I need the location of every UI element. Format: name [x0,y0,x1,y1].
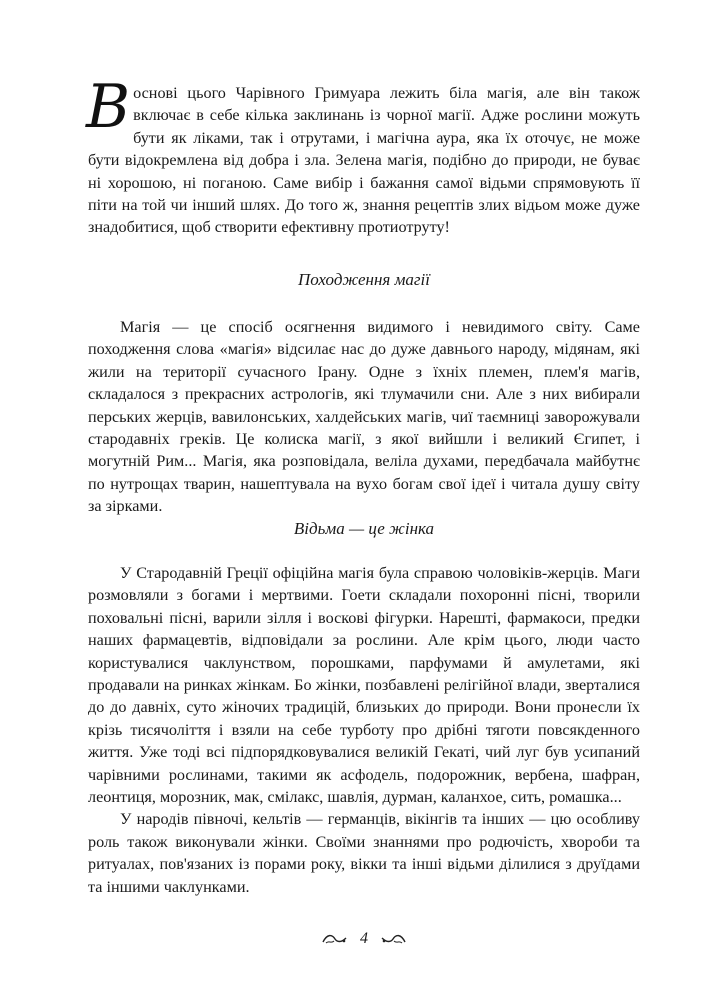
witch-paragraph-1: У Стародавній Греції офіційна магія була справою чоловіків-жерців. Маги розмовляли з богами і мертвими. Гоети складали похоронні пісні, творили поховальні пісні, варили зілля і воскові фігурки. Нарешті, фармакоси, предки наших фармацевтів, відповідали за рослини. Але крім цього, люди часто користувалися чаклунством, порошками, парфумами й амулетами, які продавали на ринках жінкам. Бо жінки, позбавлені релігійної влади, зверталися до до давніх, суто жіночих традицій, близьких до природи. Вони пронесли їх крізь тисячоліття і взяли на себе турботу про дрібні тяготи повсякденного життя. Уже тоді всі підпорядковувалися великій Гекаті, чий луг був усипаний чарівними рослинами, такими як асфодель, подорожник, вербена, шафран, леонтиця, морозник, мак, смілакс, шавлія, дурман, каланхое, сить, ромашка... [88,564,640,807]
intro-paragraph [86,72,640,239]
origin-paragraph: Магія — це спосіб осягнення видимого і невидимого світу. Саме походження слова «магія» відсилає нас до дуже давнього народу, мідянам, які жили на території сучасного Ірану. Одне з їхніх племен, плем'я магів, складалося з прекрасних астрологів, які тлумачили сни. Але з них вибирали перських жерців, вавилонських, халдейських магів, чиї таємниці заворожували стародавніх греків. Це колиска магії, з якої вийшли і великий Єгипет, і могутній Рим... Магія, яка розповідала, веліла духами, передбачала майбутнє по нутрощах тварин, нашептувала на вухо богам свої ідеї і читала душу світу за зірками. [88,318,640,516]
left-flourish-icon [322,932,348,946]
section-heading-witch: Відьма — це жінка [293,519,435,538]
origin-paragraph-block [88,316,640,518]
witch-paragraph-2: У народів півночі, кельтів — германців, вікінгів та інших — цю особливу роль також виконували жінки. Своїми знаннями про родючість, хвороби та ритуалах, пов'язаних із порами року, вікки та інші відьми ділилися з друїдами та іншими чаклунками. [88,810,640,896]
intro-text: основі цього Чарівного Гримуара лежить біла магія, але він також включає в себе кілька заклинань із чорної магії. Адже рослини можуть бути як ліками, так і отрутами, і магічна аура, яка їх оточує, не може бути відокремлена від добра і зла. Зелена магія, подібно до природи, не буває ні хорошою, ні поганою. Саме вибір і бажання самої відьми спрямовують її піти на той чи інший шлях. До того ж, знання рецептів злих відьом може дуже знадобитися, щоб створити ефективну протиотруту! [88,84,640,237]
intro-paragraph-block [86,72,640,239]
page-footer [0,930,728,948]
right-flourish-icon [380,932,406,946]
drop-cap-letter: В [86,72,131,142]
section-heading-origin: Походження магії [297,270,430,289]
witch-paragraph-block [88,562,640,898]
page-number: 4 [360,930,368,947]
